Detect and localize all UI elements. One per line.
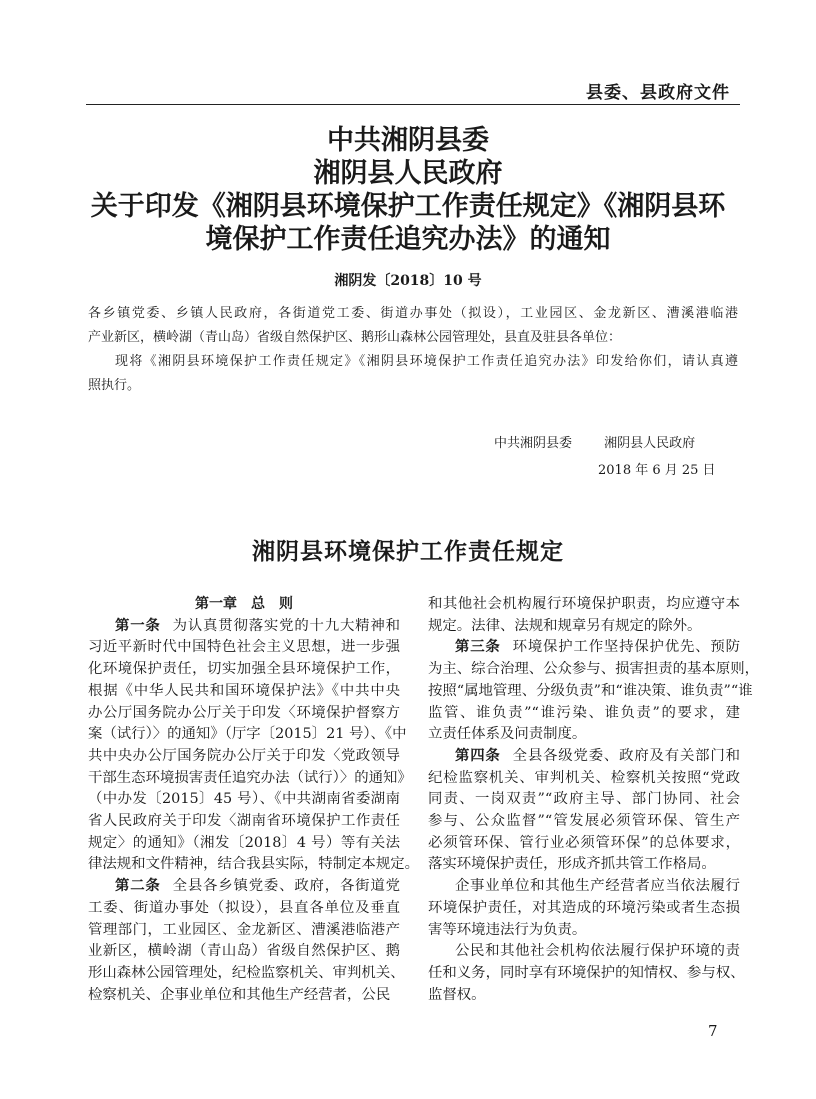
text-line <box>428 833 740 855</box>
text-line <box>88 898 400 920</box>
notice-title <box>60 124 756 256</box>
running-head: 县委、县政府文件 <box>586 83 730 103</box>
signatory: 中共湘阴县委 <box>494 436 573 451</box>
line-text: 纪检监察机关、审判机关、检察机关按照“党政 <box>428 769 740 786</box>
article-label: 第一条 <box>115 617 161 634</box>
article-paragraph <box>88 616 419 876</box>
text-line <box>428 746 740 768</box>
text-line <box>428 659 759 681</box>
line-text: 环境保护责任，对其造成的环境污染或者生态损 <box>428 899 740 916</box>
text-line <box>88 746 400 768</box>
addressee-line: 产业新区，横岭湖（青山岛）省级自然保护区、鹅形山森林公园管理处，县直及驻县各单位： <box>88 330 622 345</box>
chapter-heading: 第一章 总 则 <box>195 596 293 612</box>
title-line: 湘阴县人民政府 <box>313 158 503 189</box>
article-paragraph <box>428 746 740 876</box>
line-text: 监督权。 <box>428 986 486 1003</box>
article-paragraph <box>428 876 740 941</box>
text-line <box>428 594 740 616</box>
text-line <box>428 854 740 876</box>
text-line <box>428 724 740 746</box>
article-label: 第二条 <box>115 878 161 895</box>
line-text: 公民和其他社会机构依法履行保护环境的责 <box>455 943 740 960</box>
signatory: 湘阴县人民政府 <box>604 436 696 451</box>
line-text: 形山森林公园管理处，纪检监察机关、审判机关、 <box>88 964 405 981</box>
signatories <box>494 432 723 451</box>
text-line <box>428 920 740 942</box>
text-line <box>428 789 740 811</box>
line-text: 根据《中华人民共和国环境保护法》《中共中央 <box>88 682 400 699</box>
text-line <box>88 833 400 855</box>
line-text: 必须管环保、管行业必须管环保”的总体要求， <box>428 834 740 851</box>
text-line <box>88 724 407 746</box>
line-text: 干部生态环境损害责任追究办法（试行）〉的通知》 <box>88 769 412 786</box>
line-text: （中办发〔2015〕45 号）、《中共湖南省委湖南 <box>88 791 400 808</box>
body-line: 照执行。 <box>88 378 141 393</box>
text-line <box>428 703 740 725</box>
right-column <box>428 594 759 1006</box>
title-line: 境保护工作责任追究办法》的通知 <box>205 224 611 255</box>
article-label: 第四条 <box>455 747 501 764</box>
article-paragraph <box>428 594 740 637</box>
text-line <box>428 985 740 1007</box>
line-text: 为认真贯彻落实党的十九大精神和 <box>172 617 400 634</box>
line-text: 管理部门，工业园区、金龙新区、漕溪港临港产 <box>88 921 400 938</box>
text-line <box>428 963 745 985</box>
text-line <box>88 963 405 985</box>
text-line <box>428 811 740 833</box>
line-text: 全县各乡镇党委、政府，各街道党 <box>172 878 400 895</box>
text-line <box>88 985 400 1007</box>
text-line <box>88 876 400 898</box>
notice-body <box>88 302 738 398</box>
line-text: 企事业单位和其他生产经营者应当依法履行 <box>455 878 740 895</box>
line-text: 业新区，横岭湖（青山岛）省级自然保护区、鹅 <box>88 943 400 960</box>
body-line: 现将《湘阴县环境保护工作责任规定》《湘阴县环境保护工作责任追究办法》印发给你们，请认真遵 <box>115 354 738 369</box>
document-number: 湘阴发〔2018〕10 号 <box>334 273 482 289</box>
line-text: 同责、一岗双责”“政府主导、部门协同、社会 <box>428 791 740 808</box>
addressee-line: 各乡镇党委、乡镇人民政府，各街道党工委、街道办事处（拟设），工业园区、金龙新区、漕溪港临港 <box>88 306 738 321</box>
line-text: 立责任体系及问责制度。 <box>428 726 587 743</box>
line-text: 为主、综合治理、公众参与、损害担责的基本原则， <box>428 661 759 678</box>
line-text: 落实环境保护责任，形成齐抓共管工作格局。 <box>428 856 716 873</box>
text-line <box>428 876 740 898</box>
article-paragraph <box>428 941 745 1006</box>
text-line <box>88 811 400 833</box>
line-text: 省人民政府关于印发〈湖南省环境保护工作责任 <box>88 813 400 830</box>
line-text: 工委、街道办事处（拟设），县直各单位及垂直 <box>88 899 400 916</box>
line-text: 规定〉的通知》（湘发〔2018〕4 号）等有关法 <box>88 834 400 851</box>
line-text: 全县各级党委、政府及有关部门和 <box>512 747 740 764</box>
text-line <box>88 703 400 725</box>
line-text: 规定。法律、法规和规章另有规定的除外。 <box>428 617 702 634</box>
line-text: 监管、谁负责”“谁污染、谁负责”的要求，建 <box>428 704 740 721</box>
text-line <box>88 659 400 681</box>
line-text: 检察机关、企事业单位和其他生产经营者，公民 <box>88 986 391 1003</box>
text-line <box>428 941 740 963</box>
line-text: 律法规和文件精神，结合我县实际，特制定本规定。 <box>88 856 419 873</box>
line-text: 案（试行）〉的通知》（厅字〔2015〕21 号）、《中 <box>88 726 407 743</box>
article-paragraph <box>428 637 759 746</box>
page-number: 7 <box>708 1022 718 1040</box>
text-line <box>428 898 740 920</box>
article-label: 第三条 <box>455 639 501 656</box>
text-line <box>428 681 753 703</box>
title-line: 中共湘阴县委 <box>327 125 489 156</box>
text-line <box>88 941 400 963</box>
text-line <box>88 854 419 876</box>
text-line <box>88 637 400 659</box>
text-line <box>88 789 400 811</box>
line-text: 害等环境违法行为负责。 <box>428 921 587 938</box>
line-text: 环境保护工作坚持保护优先、预防 <box>512 639 740 656</box>
text-line <box>428 616 740 638</box>
text-line <box>88 616 400 638</box>
title-line: 关于印发《湘阴县环境保护工作责任规定》《湘阴县环 <box>90 191 726 222</box>
text-line <box>88 920 400 942</box>
text-line <box>88 768 412 790</box>
rule-title: 湘阴县环境保护工作责任规定 <box>252 538 564 565</box>
line-text: 习近平新时代中国特色社会主义思想，进一步强 <box>88 639 400 656</box>
text-line <box>88 681 400 703</box>
line-text: 和其他社会机构履行环境保护职责，均应遵守本 <box>428 596 740 612</box>
line-text: 任和义务，同时享有环境保护的知情权、参与权、 <box>428 964 745 981</box>
issue-date: 2018 年 6 月 25 日 <box>598 463 716 478</box>
header-rule <box>86 104 740 105</box>
line-text: 按照“属地管理、分级负责”和“谁决策、谁负责”“谁 <box>428 682 753 699</box>
line-text: 共中央办公厅国务院办公厅关于印发〈党政领导 <box>88 747 400 764</box>
left-column <box>88 594 419 1006</box>
line-text: 参与、公众监督”“管发展必须管环保、管生产 <box>428 813 740 830</box>
line-text: 化环境保护责任，切实加强全县环境保护工作， <box>88 661 400 678</box>
text-line <box>428 768 740 790</box>
article-paragraph <box>88 876 405 1006</box>
line-text: 办公厅国务院办公厅关于印发〈环境保护督察方 <box>88 704 400 721</box>
text-line <box>428 637 740 659</box>
